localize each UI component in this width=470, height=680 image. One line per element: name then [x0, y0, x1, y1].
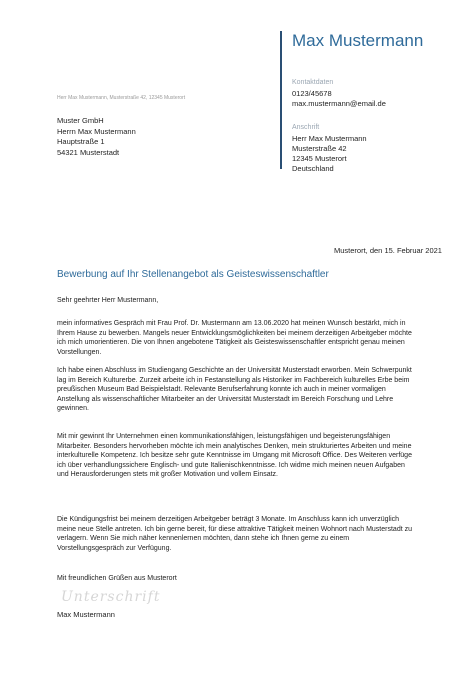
letter-date: Musterort, den 15. Februar 2021 — [334, 246, 442, 255]
signature-placeholder: Unterschrift — [61, 589, 161, 605]
letter-subject: Bewerbung auf Ihr Stellenangebot als Geisteswissenschaftler — [57, 269, 329, 280]
paragraph-4: Die Kündigungsfrist bei meinem derzeitigen Arbeitgeber beträgt 3 Monate. Im Anschluss kann ich unverzüglich meine neue Stelle antreten. Ich bin gerne bereit, für diese attraktive Tätigkeit meinen Wohnort nach Musterstadt zu verlagern. Wenn Sie mich näher kennenlernen möchten, dann stehe ich Ihnen gerne zu einem Vorstellungsgespräch zur Verfügung. — [57, 516, 412, 552]
signer-name: Max Mustermann — [57, 610, 115, 619]
applicant-name: Max Mustermann — [292, 31, 424, 50]
contact-details: 0123/45678 max.mustermann@email.de — [292, 89, 386, 108]
sender-line: Herr Max Mustermann, Musterstraße 42, 12345 Musterort — [57, 95, 186, 101]
closing-line: Mit freundlichen Grüßen aus Musterort — [57, 575, 177, 582]
contact-heading: Kontaktdaten — [292, 79, 334, 86]
salutation: Sehr geehrter Herr Mustermann, — [57, 297, 159, 304]
header-divider-line — [280, 31, 282, 169]
paragraph-2: Ich habe einen Abschluss im Studiengang Geschichte an der Universität Musterstadt erworben. Mein Schwerpunkt lag im Bereich Kulturerbe. Zurzeit arbeite ich in Festanstellung als Historiker im Fachbereich kulturelles Erbe beim preußischen Museum Bad Beispielstadt. Relevante Berufserfahrung konnte ich auch in meiner vormaligen Anstellung als wissenschaftlicher Mitarbeiter an der Universität Musterstadt im Bereich Forschung und Lehre gewinnen. — [57, 367, 412, 413]
address-details: Herr Max Mustermann Musterstraße 42 12345 Musterort Deutschland — [292, 134, 367, 173]
recipient-address: Muster GmbH Herrn Max Mustermann Hauptstraße 1 54321 Musterstadt — [57, 116, 136, 157]
paragraph-1: mein informatives Gespräch mit Frau Prof. Dr. Mustermann am 13.06.2020 hat meinen Wunsch bestärkt, mich in Ihrem Hause zu bewerben. Mangels neuer Entwicklungsmöglichkeiten bei meinem derzeitigen Arbeitgeber möchte ich mich umorientieren. Die von Ihnen angebotene Tätigkeit als Geisteswissenschaftler entspricht genau meinen Vorstellungen. — [57, 320, 412, 356]
address-heading: Anschrift — [292, 124, 320, 131]
paragraph-3: Mit mir gewinnt Ihr Unternehmen einen kommunikationsfähigen, leistungsfähigen und begeisterungsfähigen Mitarbeiter. Besonders hervorheben möchte ich mein analytisches Denken, mein strukturiertes Arbeiten und meine interkulturelle Kompetenz. Ich besitze sehr gute Kenntnisse im Umgang mit Microsoft Office. Des Weiteren verfüge ich über verhandlungssichere Englisch- und gute Italienischkenntnisse. Ich widme mich meinen neuen Aufgaben und Herausforderungen stets mit großer Motivation und vollem Einsatz. — [57, 433, 412, 479]
